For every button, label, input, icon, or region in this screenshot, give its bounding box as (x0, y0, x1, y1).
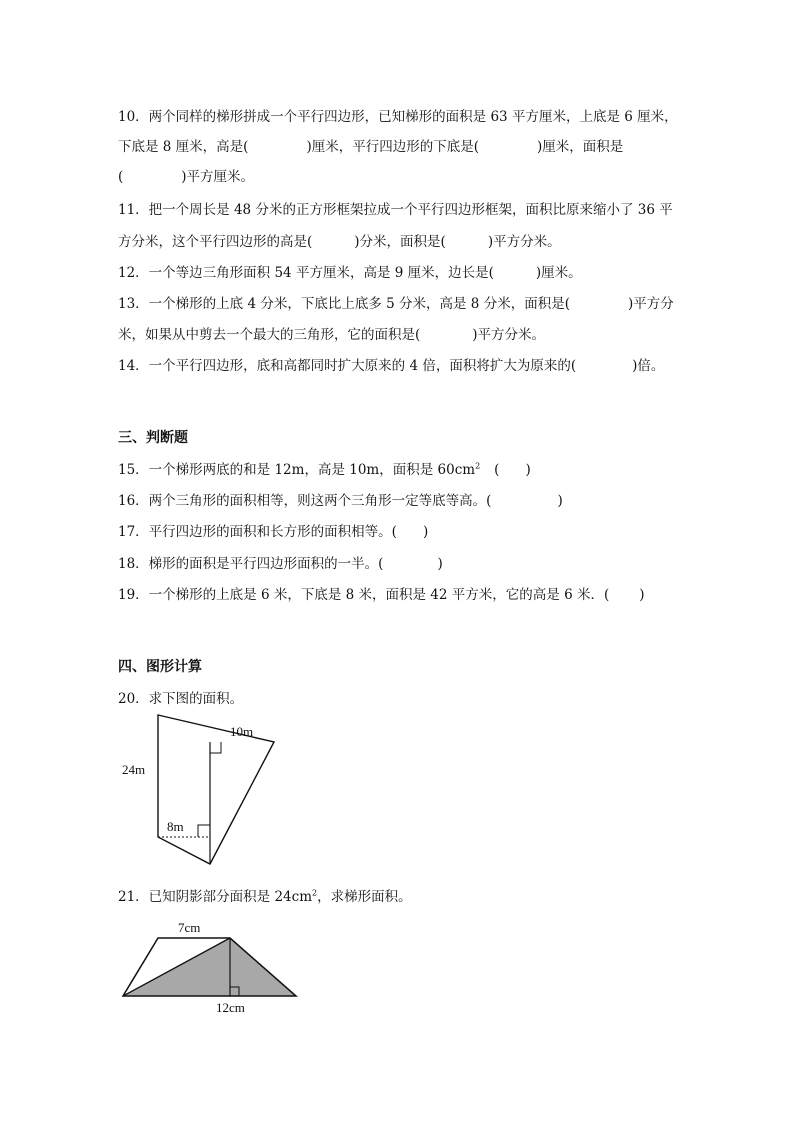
question-11-text-c: )平方分米。 (487, 234, 561, 250)
question-16 (118, 489, 563, 509)
right-angle-mark (210, 742, 221, 753)
question-13-text-c: 米，如果从中剪去一个最大的三角形，它的面积是( (118, 327, 421, 343)
figure-20-trapezoid (118, 712, 288, 872)
label-7cm: 7cm (178, 920, 201, 935)
label-8m: 8m (167, 819, 184, 834)
question-18-text-b: ) (437, 556, 443, 572)
question-20: 20．求下图的面积。 (118, 691, 244, 707)
question-10-text-e: )平方厘米。 (181, 169, 255, 185)
trapezoid-outline (158, 715, 274, 864)
question-13-line-1 (118, 292, 674, 312)
shaded-triangle (123, 938, 296, 996)
section-title-judgement: 三、判断题 (118, 430, 188, 446)
question-19-text-b: ) (639, 587, 645, 603)
question-16-text-b: ) (557, 493, 563, 509)
question-13-text-d: )平方分米。 (472, 327, 546, 343)
question-10-line-1: 10．两个同样的梯形拼成一个平行四边形，已知梯形的面积是 63 平方厘米，上底是 6 厘米， (118, 109, 678, 125)
question-15 (118, 458, 531, 478)
question-10-line-3 (118, 165, 254, 185)
question-21-text-b: ，求梯形面积。 (317, 889, 412, 905)
question-11-text-b: )分米，面积是( (354, 234, 446, 250)
question-13-line-2 (118, 323, 545, 343)
label-12cm: 12cm (216, 1000, 245, 1015)
question-14-text-b: )倍。 (632, 358, 665, 374)
question-14 (118, 354, 664, 374)
question-18 (118, 552, 443, 572)
section-title-figure-calculation: 四、图形计算 (118, 659, 202, 675)
question-11-text-a: 方分米，这个平行四边形的高是( (118, 234, 313, 250)
question-19 (118, 583, 645, 603)
superscript: 2 (312, 888, 318, 898)
question-15-text-a: 15．一个梯形两底的和是 12m，高是 10m，面积是 60cm (118, 462, 476, 478)
question-19-text-a: 19．一个梯形的上底是 6 米，下底是 8 米，面积是 42 平方米，它的高是 6 米．( (118, 587, 610, 603)
question-10-text-b: )厘米，平行四边形的下底是( (306, 139, 479, 155)
question-11-line-1: 11．把一个周长是 48 分米的正方形框架拉成一个平行四边形框架，面积比原来缩小了 36 平 (118, 202, 673, 218)
question-14-text-a: 14．一个平行四边形，底和高都同时扩大原来的 4 倍，面积将扩大为原来的( (118, 358, 577, 374)
question-13-text-b: )平方分 (627, 296, 674, 312)
label-24m: 24m (122, 762, 146, 777)
figure-21-trapezoid (118, 918, 303, 1018)
question-12-text-b: )厘米。 (535, 265, 582, 281)
question-10-text-c: )厘米，面积是 (537, 139, 624, 155)
right-angle-mark (198, 825, 210, 837)
question-16-text-a: 16．两个三角形的面积相等，则这两个三角形一定等底等高。( (118, 493, 492, 509)
question-17-text-b: ) (422, 524, 429, 540)
superscript: 2 (475, 461, 481, 471)
question-21-text-a: 21．已知阴影部分面积是 24cm (118, 889, 313, 905)
question-10-text-d: ( (118, 169, 124, 185)
question-13-text-a: 13．一个梯形的上底 4 分米，下底比上底多 5 分米，高是 8 分米，面积是( (118, 296, 570, 312)
question-10-line-2 (118, 135, 623, 155)
question-21 (118, 885, 412, 905)
question-18-text-a: 18．梯形的面积是平行四边形面积的一半。( (118, 556, 384, 572)
label-10m: 10m (230, 724, 254, 739)
question-15-text-b: ( (494, 462, 500, 478)
question-10-text-a: 下底是 8 厘米，高是( (118, 139, 249, 155)
question-17-text-a: 17．平行四边形的面积和长方形的面积相等。( (118, 524, 397, 540)
question-12-text-a: 12．一个等边三角形面积 54 平方厘米，高是 9 厘米，边长是( (118, 265, 494, 281)
question-17 (118, 520, 428, 540)
question-15-text-c: ) (525, 462, 531, 478)
question-11-line-2 (118, 230, 561, 250)
question-12 (118, 261, 582, 281)
